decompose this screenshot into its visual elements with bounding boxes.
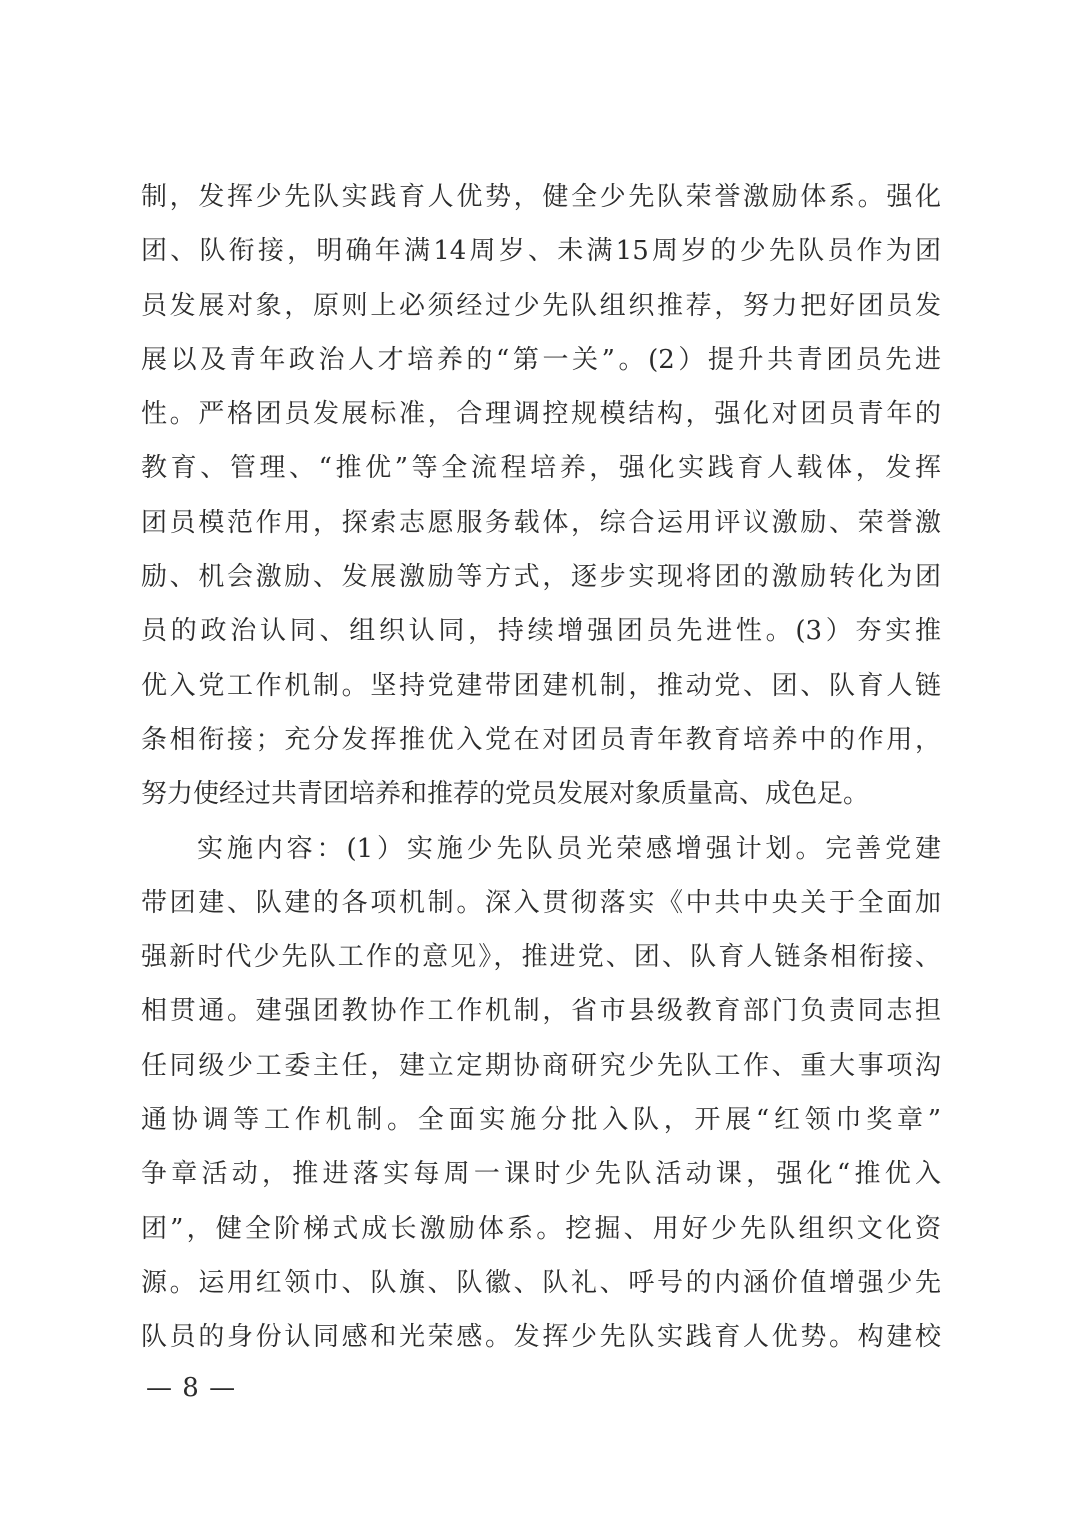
text-line: 员发展对象，原则上必须经过少先队组织推荐，努力把好团员发	[141, 290, 941, 321]
text-line: 通协调等工作机制。全面实施分批入队，开展“红领巾奖章”	[141, 1105, 941, 1136]
text-line: 队员的身份认同感和光荣感。发挥少先队实践育人优势。构建校	[141, 1322, 941, 1353]
paragraph-start-line: 实施内容：(1）实施少先队员光荣感增强计划。完善党建	[197, 833, 941, 864]
text-line: 性。严格团员发展标准，合理调控规模结构，强化对团员青年的	[141, 399, 941, 430]
page-number: — 8 —	[146, 1373, 237, 1403]
text-line: 教育、管理、“推优”等全流程培养，强化实践育人载体，发挥	[141, 453, 941, 484]
text-line: 强新时代少先队工作的意见》，推进党、团、队育人链条相衔接、	[141, 942, 941, 973]
text-line: 团员模范作用，探索志愿服务载体，综合运用评议激励、荣誉激	[141, 507, 941, 538]
paragraph-end-line: 努力使经过共青团培养和推荐的党员发展对象质量高、成色足。	[141, 779, 870, 810]
text-line: 励、机会激励、发展激励等方式，逐步实现将团的激励转化为团	[141, 562, 941, 593]
text-line: 员的政治认同、组织认同，持续增强团员先进性。(3）夯实推	[141, 616, 941, 647]
text-line: 制，发挥少先队实践育人优势，健全少先队荣誉激励体系。强化	[141, 182, 941, 212]
text-line: 团”，健全阶梯式成长激励体系。挖掘、用好少先队组织文化资	[141, 1213, 941, 1244]
body-text	[141, 170, 941, 1365]
text-line: 任同级少工委主任，建立定期协商研究少先队工作、重大事项沟	[141, 1050, 941, 1081]
text-line: 团、队衔接，明确年满14周岁、未满15周岁的少先队员作为团	[141, 236, 941, 267]
text-line: 相贯通。建强团教协作工作机制，省市县级教育部门负责同志担	[141, 996, 941, 1027]
text-line: 优入党工作机制。坚持党建带团建机制，推动党、团、队育人链	[141, 670, 941, 701]
text-line: 争章活动，推进落实每周一课时少先队活动课，强化“推优入	[141, 1159, 941, 1190]
text-line: 源。运用红领巾、队旗、队徽、队礼、呼号的内涵价值增强少先	[141, 1267, 941, 1298]
text-line: 带团建、队建的各项机制。深入贯彻落实《中共中央关于全面加	[141, 887, 941, 918]
text-line: 条相衔接；充分发挥推优入党在对团员青年教育培养中的作用，	[141, 724, 941, 755]
text-line: 展以及青年政治人才培养的“第一关”。(2）提升共青团员先进	[141, 344, 941, 375]
